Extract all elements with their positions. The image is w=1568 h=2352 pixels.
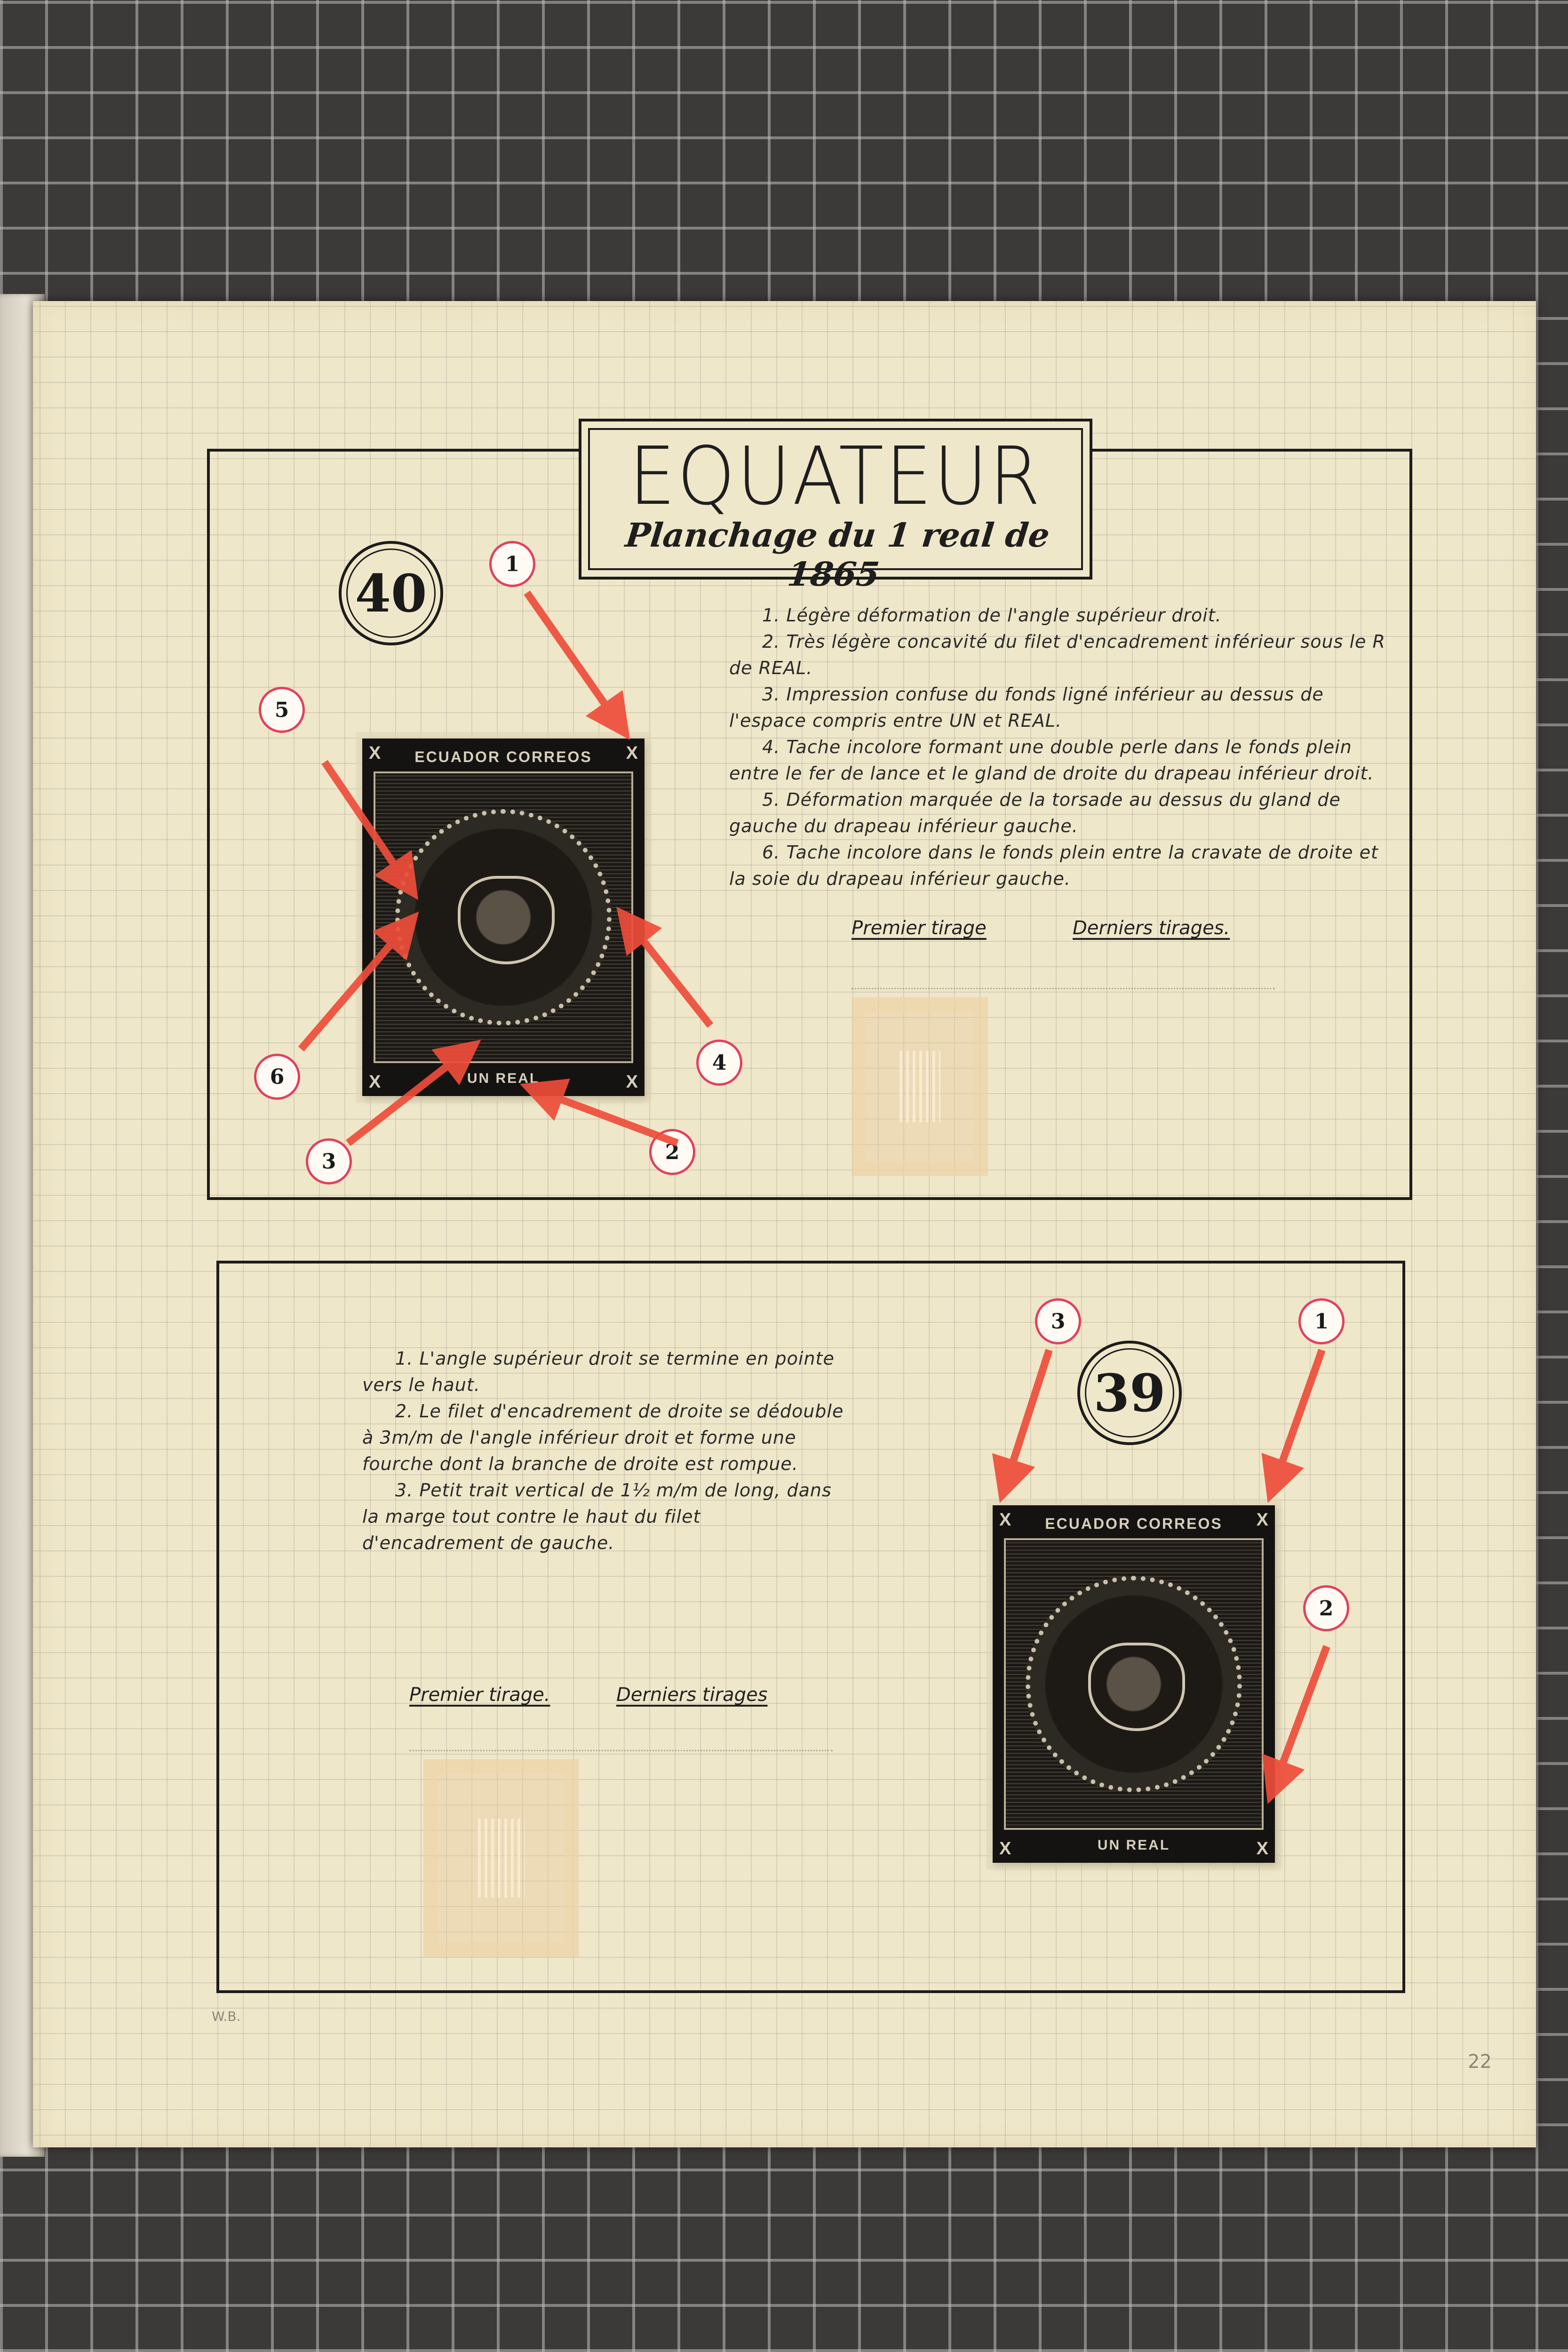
stamp-40-coat-of-arms-medallion	[395, 809, 612, 1025]
top-ghost-stamp-impression	[852, 997, 988, 1176]
marker-bottom-2: 2	[1303, 1585, 1349, 1631]
page-number: 22	[1468, 2051, 1492, 2073]
top-note-5: 5. Déformation marquée de la torsade au dessus du gland de gauche du drapeau inférieur gauche.	[729, 789, 1341, 836]
marker-top-3: 3	[306, 1138, 352, 1184]
bottom-label-premier-tirage: Premier tirage.	[409, 1684, 550, 1706]
top-notes	[729, 602, 1397, 892]
plate-number-39: 39	[1093, 1362, 1166, 1423]
frame-top-right-rule	[1045, 449, 1412, 452]
stamp-40-corner-tl: X	[369, 743, 381, 763]
plate-number-40-badge	[339, 541, 443, 645]
top-label-premier-tirage: Premier tirage	[852, 917, 987, 939]
album-page	[33, 301, 1536, 2147]
page-title: EQUATEUR	[629, 430, 1043, 523]
stamp-40-corner-br: X	[626, 1072, 638, 1092]
top-note-3: 3. Impression confuse du fonds ligné inférieur au dessus de l'espace compris entre UN et REAL.	[729, 684, 1324, 731]
marker-top-6: 6	[254, 1054, 300, 1100]
stamp-40-top-text: ECUADOR CORREOS	[414, 748, 592, 765]
stamp-plate-40	[362, 739, 645, 1096]
bottom-note-2: 2. Le filet d'encadrement de droite se dédouble à 3m/m de l'angle inférieur droit et forme une fourche dont la branche de droite est rompue.	[362, 1401, 844, 1474]
stamp-39-top-text: ECUADOR CORREOS	[1045, 1515, 1223, 1532]
bottom-notes	[362, 1345, 847, 1556]
stamp-39-corner-tl: X	[999, 1510, 1011, 1530]
marker-bottom-3: 3	[1035, 1298, 1081, 1344]
stamp-39-bottom-text: UN REAL	[1097, 1837, 1170, 1853]
marker-top-2: 2	[649, 1129, 695, 1175]
plate-number-40: 40	[355, 563, 427, 624]
page-subtitle: Planchage du 1 real de 1865	[623, 516, 1052, 594]
bottom-note-3: 3. Petit trait vertical de 1½ m/m de long, dans la marge tout contre le haut du filet d'encadrement de gauche.	[362, 1480, 832, 1553]
stamp-40-bottom-text: UN REAL	[467, 1071, 540, 1086]
bottom-ghost-stamp-impression	[423, 1759, 579, 1957]
bottom-note-1: 1. L'angle supérieur droit se termine en pointe vers le haut.	[362, 1348, 835, 1395]
pencil-initials: W.B.	[212, 2009, 241, 2024]
bottom-guide-line	[409, 1750, 833, 1751]
bottom-label-derniers-tirages: Derniers tirages	[616, 1684, 768, 1706]
frame-top-left-rule	[207, 449, 588, 452]
top-note-6: 6. Tache incolore dans le fonds plein entre la cravate de droite et la soie du drapeau inférieur gauche.	[729, 842, 1378, 889]
plate-number-39-badge	[1077, 1341, 1182, 1445]
stamp-plate-39	[993, 1505, 1275, 1863]
marker-top-5: 5	[259, 687, 305, 733]
stamp-39-corner-bl: X	[999, 1839, 1011, 1859]
top-label-derniers-tirages: Derniers tirages.	[1073, 917, 1230, 939]
top-guide-line	[852, 988, 1275, 989]
marker-top-1: 1	[489, 541, 535, 587]
stamp-39-corner-br: X	[1256, 1839, 1268, 1859]
stamp-40-corner-bl: X	[369, 1072, 381, 1092]
top-note-2: 2. Très légère concavité du filet d'encadrement inférieur sous le R de REAL.	[729, 631, 1385, 678]
top-note-1: 1. Légère déformation de l'angle supérieur droit.	[762, 605, 1222, 626]
stamp-39-corner-tr: X	[1256, 1510, 1268, 1530]
stamp-39-coat-of-arms-medallion	[1026, 1576, 1242, 1792]
top-note-4: 4. Tache incolore formant une double perle dans le fonds plein entre le fer de lance et le gland de droite du drapeau inférieur droit.	[729, 737, 1374, 784]
title-box	[579, 419, 1092, 594]
marker-top-4: 4	[696, 1040, 742, 1086]
marker-bottom-1: 1	[1298, 1298, 1345, 1344]
stamp-40-corner-tr: X	[626, 743, 638, 763]
